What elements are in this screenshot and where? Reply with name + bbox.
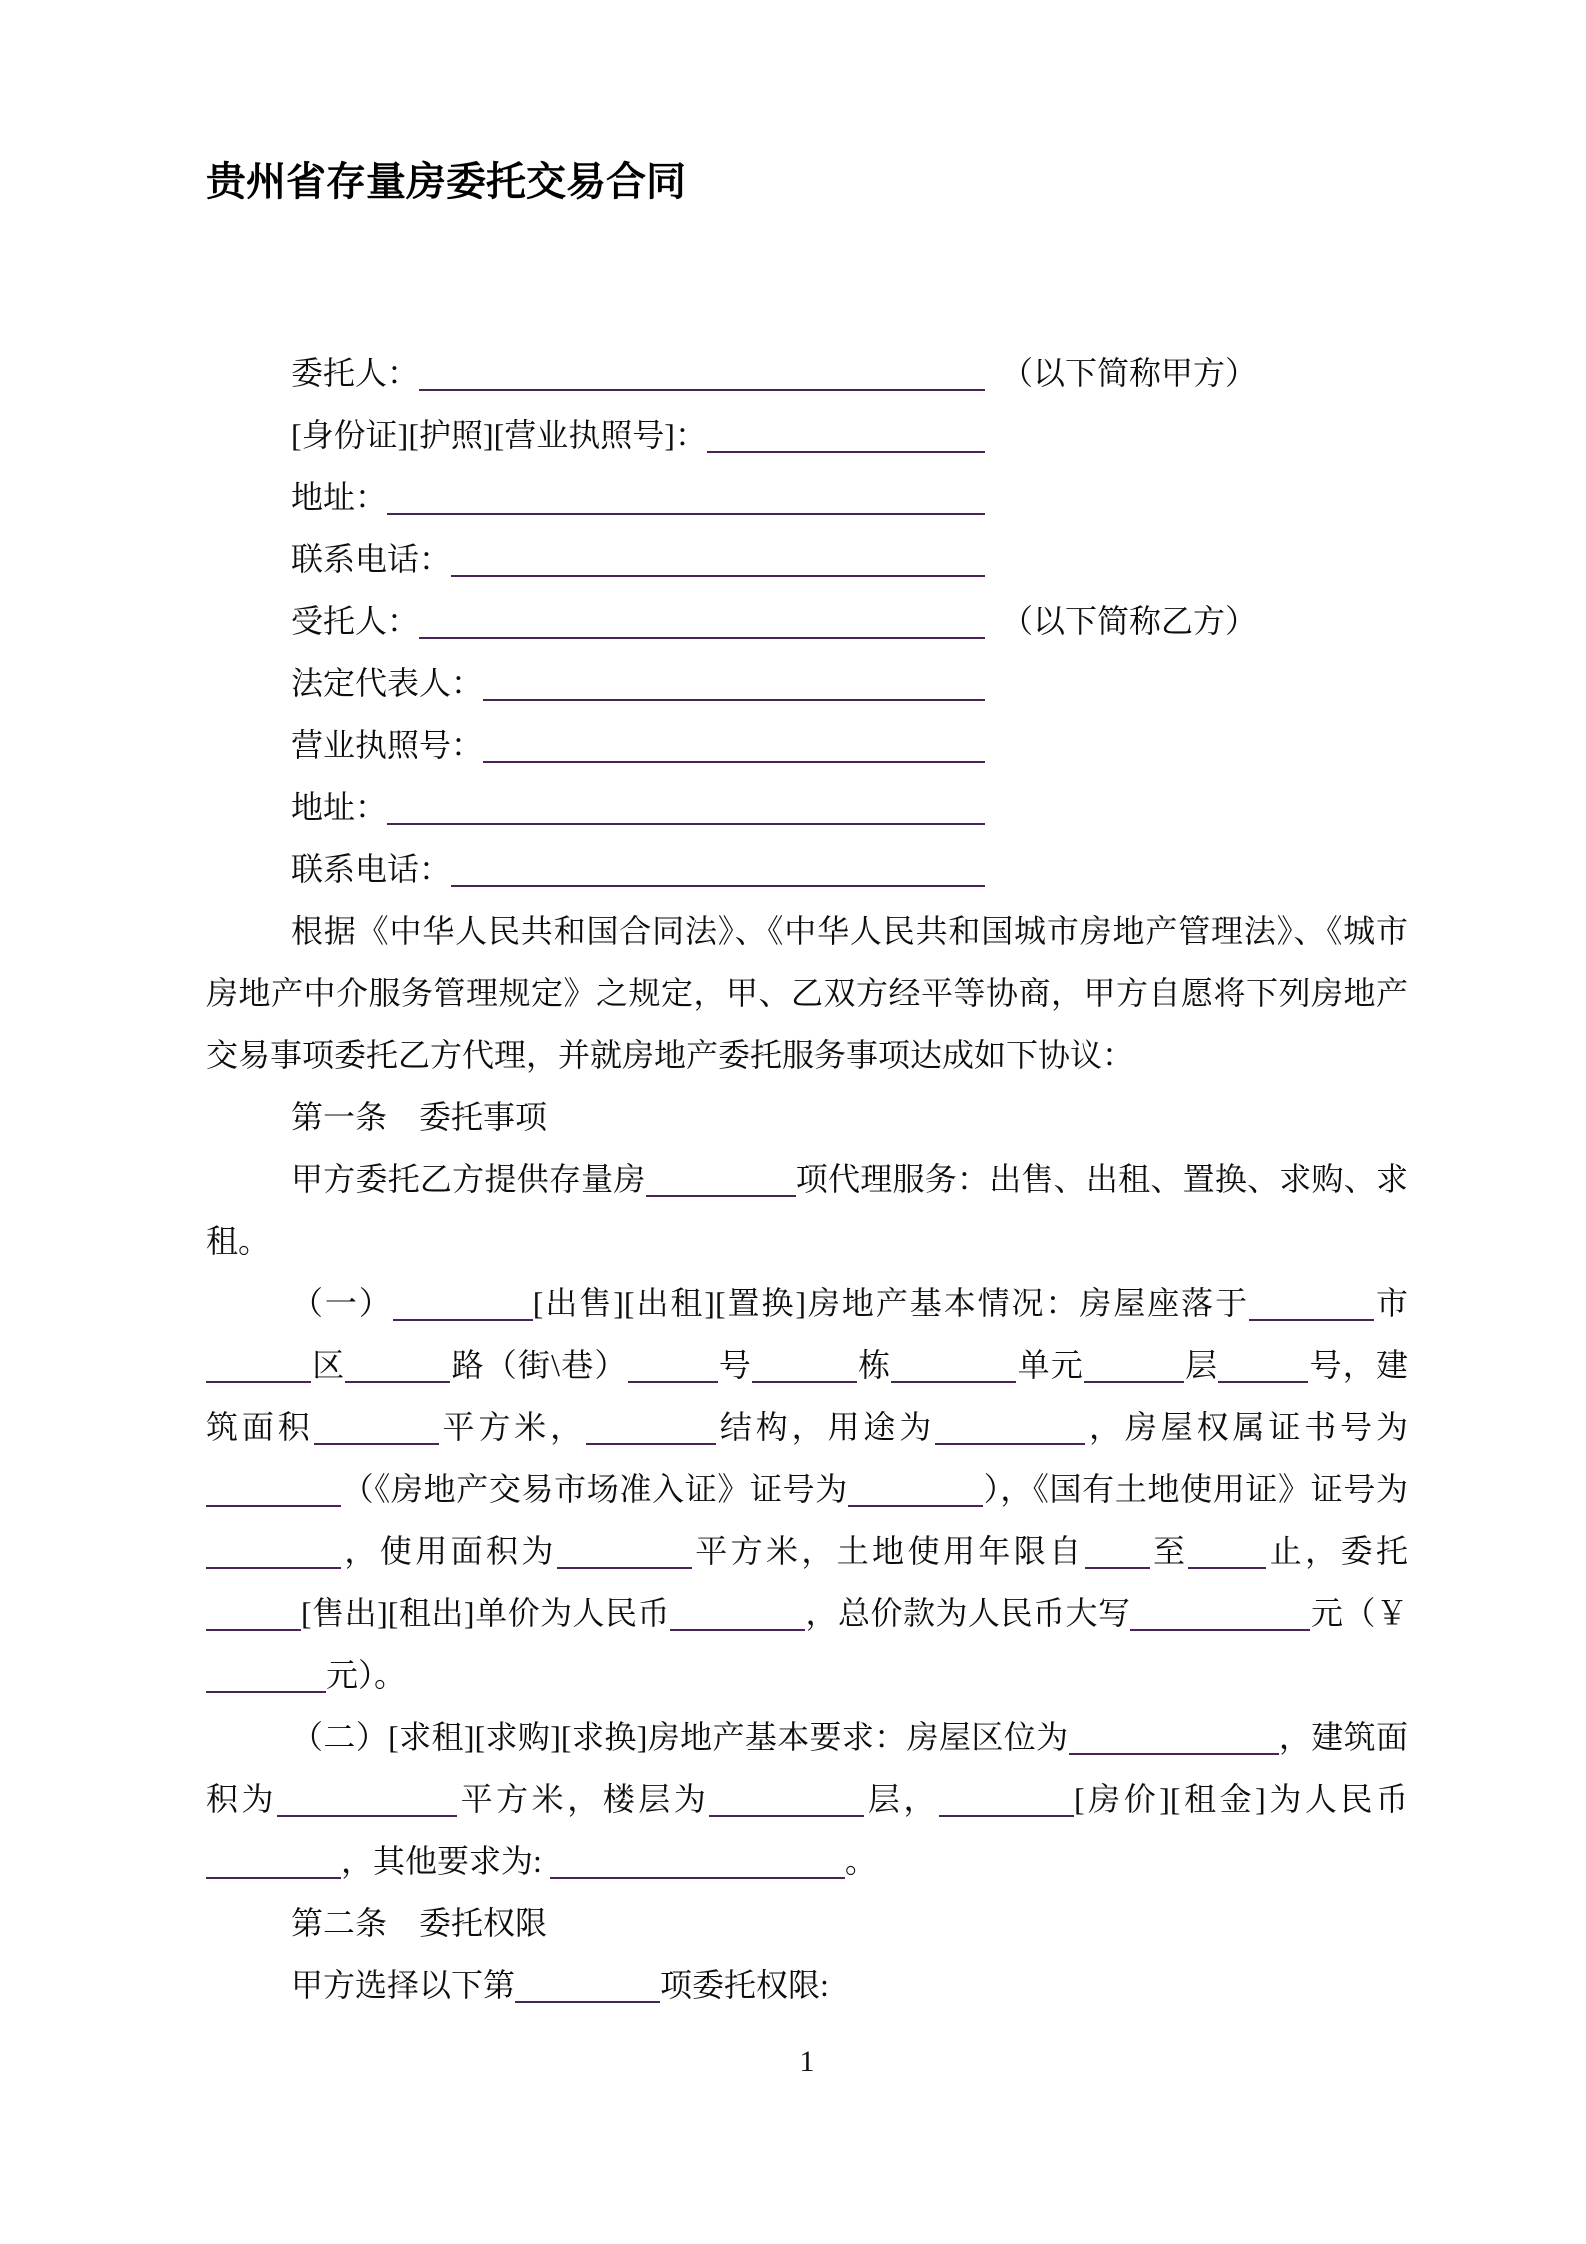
text-run: 层， (864, 1781, 939, 1817)
text-run: ，使用面积为 (341, 1533, 557, 1569)
page-number: 1 (799, 2045, 815, 2078)
text-run: 根据《中华人民共和国合同法》、《中华人民共和国城市房地产管理法》、《城市房地产中介服务管理规定》之规定，甲、乙双方经平等协商，甲方自愿将下列房地产交易事项委托乙方代理，并就房地产委托服务事项达成如下协议： (206, 913, 1408, 1073)
field-label: 营业执照号： (291, 727, 484, 763)
fill-in-blank (206, 1847, 341, 1879)
fill-in-blank (483, 699, 985, 701)
field-label: 地址： (291, 479, 388, 515)
text-run: 平方米， (438, 1409, 586, 1445)
field-label: 委托人： (291, 355, 420, 391)
text-run: 号 (717, 1347, 753, 1383)
fill-in-blank (1188, 1537, 1266, 1569)
text-run: 止，委托 (1266, 1533, 1408, 1569)
fill-in-blank (206, 1537, 341, 1569)
fill-in-blank (419, 389, 985, 391)
fill-in-blank (1218, 1351, 1308, 1383)
fill-in-blank (1249, 1289, 1374, 1321)
field-linepart (291, 838, 985, 900)
party-alias-note: （以下简称甲方） (1001, 355, 1258, 391)
fill-in-blank (206, 1599, 301, 1631)
fill-in-blank (515, 1971, 660, 2003)
text-run: 区 (311, 1347, 346, 1383)
field-label: 法定代表人： (291, 665, 484, 701)
fill-in-blank (550, 1847, 845, 1879)
fill-in-blank (206, 1351, 311, 1383)
article-2-heading (206, 1892, 1408, 1954)
fill-in-blank (707, 451, 985, 453)
fill-in-blank (670, 1599, 805, 1631)
text-run: 平方米，土地使用年限自 (691, 1533, 1085, 1569)
fill-in-blank (586, 1413, 716, 1445)
fill-in-blank (387, 513, 985, 515)
text-run: （《房地产交易市场准入证》证号为 (341, 1471, 848, 1507)
text-run: 层 (1183, 1347, 1219, 1383)
text-run: 。 (844, 1843, 877, 1879)
field-label: 受托人： (291, 603, 420, 639)
fill-in-blank (277, 1785, 457, 1817)
form-row-address-b (206, 776, 1408, 838)
field-label: 联系电话： (291, 851, 452, 887)
fill-in-blank (935, 1413, 1085, 1445)
text-run: （二）[求租][求购][求换]房地产基本要求：房屋区位为 (291, 1719, 1069, 1755)
fill-in-blank (451, 885, 985, 887)
form-row-trustee (206, 590, 1408, 652)
text-run: ），《国有土地使用证》证号为 (982, 1471, 1408, 1507)
text-run: 元）。 (326, 1657, 407, 1693)
text-run: 元（￥ (1310, 1595, 1408, 1631)
field-linepart (291, 342, 985, 404)
text-run: 路（街\巷） (450, 1347, 628, 1383)
text-run: [售出][租出]单价为人民币 (301, 1595, 671, 1631)
field-linepart (291, 776, 985, 838)
field-linepart (291, 466, 985, 528)
fill-in-blank (557, 1537, 692, 1569)
text-run: ，建筑面积为 (206, 1719, 1408, 1817)
form-row-phone-a (206, 528, 1408, 590)
field-linepart (291, 528, 985, 590)
text-run: 至 (1149, 1533, 1189, 1569)
text-run: [房价][租金]为人民币 (1073, 1781, 1408, 1817)
fill-in-blank (483, 761, 985, 763)
text-run: 甲方委托乙方提供存量房 (291, 1161, 646, 1197)
article-1-item-2 (206, 1706, 1408, 1892)
text-run: ，总价款为人民币大写 (805, 1595, 1131, 1631)
form-row-id-number (206, 404, 1408, 466)
fill-in-blank (1085, 1537, 1150, 1569)
form-row-business-license (206, 714, 1408, 776)
fill-in-blank (451, 575, 985, 577)
fill-in-blank (1130, 1599, 1310, 1631)
text-run: 第一条 委托事项 (291, 1099, 548, 1135)
text-run: 平方米，楼层为 (457, 1781, 710, 1817)
article-2-intro (206, 1954, 1408, 2016)
fill-in-blank (1069, 1723, 1279, 1755)
text-run: 栋 (857, 1347, 892, 1383)
field-linepart (291, 404, 985, 466)
field-label: 地址： (291, 789, 388, 825)
text-run: ，其他要求为: (341, 1843, 550, 1879)
fill-in-blank (345, 1351, 450, 1383)
text-run: 项代理服务：出售、出租、置换、求购、求租。 (206, 1161, 1408, 1259)
fill-in-blank (939, 1785, 1074, 1817)
fill-in-blank (387, 823, 985, 825)
document-page (206, 0, 1408, 2082)
fill-in-blank (314, 1413, 439, 1445)
field-linepart (291, 652, 985, 714)
fill-in-blank (393, 1289, 533, 1321)
text-run: [出售][出租][置换]房地产基本情况：房屋座落于 (532, 1285, 1250, 1321)
text-run: 第二条 委托权限 (291, 1905, 548, 1941)
form-row-phone-b (206, 838, 1408, 900)
text-run: 项委托权限: (660, 1967, 829, 2003)
fill-in-blank (848, 1475, 983, 1507)
form-row-entruster (206, 342, 1408, 404)
fill-in-blank (628, 1351, 718, 1383)
text-run: 单元 (1016, 1347, 1084, 1383)
party-info-form (206, 342, 1408, 900)
fill-in-blank (206, 1661, 326, 1693)
document-title: 贵州省存量房委托交易合同 (206, 160, 686, 204)
fill-in-blank (419, 637, 985, 639)
text-run: 市 (1374, 1285, 1408, 1321)
fill-in-blank (891, 1351, 1016, 1383)
field-label: 联系电话： (291, 541, 452, 577)
field-linepart (291, 590, 985, 652)
fill-in-blank (752, 1351, 857, 1383)
field-linepart (291, 714, 985, 776)
text-run: 号，建筑面积 (206, 1347, 1408, 1445)
field-label: [身份证][护照][营业执照号]： (291, 417, 707, 453)
text-run: 甲方选择以下第 (291, 1967, 516, 2003)
form-row-address-a (206, 466, 1408, 528)
fill-in-blank (646, 1165, 796, 1197)
fill-in-blank (206, 1475, 341, 1507)
article-1-heading (206, 1086, 1408, 1148)
fill-in-blank (709, 1785, 864, 1817)
article-1-item-1 (206, 1272, 1408, 1706)
text-run: ，房屋权属证书号为 (1085, 1409, 1408, 1445)
article-1-intro (206, 1148, 1408, 1272)
fill-in-blank (1084, 1351, 1184, 1383)
form-row-legal-representative (206, 652, 1408, 714)
contract-body (206, 900, 1408, 2016)
text-run: 结构，用途为 (716, 1409, 936, 1445)
intro-paragraph (206, 900, 1408, 1086)
text-run: （一） (291, 1285, 393, 1321)
party-alias-note: （以下简称乙方） (1001, 603, 1258, 639)
